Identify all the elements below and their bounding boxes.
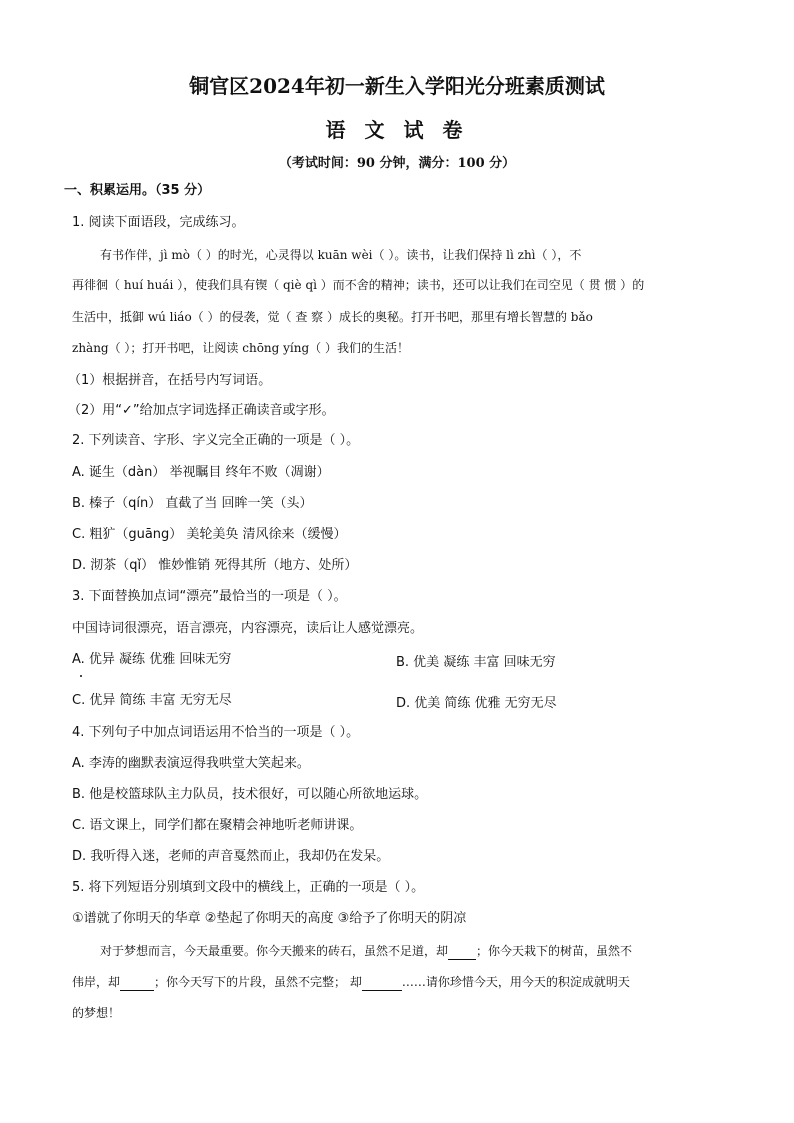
q1-sub-1: （1）根据拼音，在括号内写词语。 [68, 373, 272, 388]
answer-blank-1[interactable] [448, 947, 476, 960]
q5-passage-text: ……请你珍惜今天，用今天的积淀成就明天 [401, 975, 630, 989]
q2-option-c: C. 粗犷（guāng） 美轮美奂 清风徐来（缓慢） [72, 527, 347, 542]
q1-passage-line-1: 有书作伴，jì mò（ ）的时光，心灵得以 kuān wèi（ ）。读书，让我们保持 lì zhì（ ），不 [100, 248, 582, 262]
q5-stem: 5. 将下列短语分别填到文段中的横线上，正确的一项是（ ）。 [72, 880, 425, 895]
q3-option-b: B. 优美 凝练 丰富 回味无穷 [396, 655, 556, 670]
exam-info: （考试时间：90 分钟，满分：100 分） [278, 156, 516, 171]
q3-option-c: C. 优异 简练 丰富 无穷无尽 [72, 693, 232, 708]
q2-stem: 2. 下列读音、字形、字义完全正确的一项是（ ）。 [72, 433, 360, 448]
q2-option-d: D. 沏茶（qǐ） 惟妙惟销 死得其所（地方、处所） [72, 558, 358, 573]
q5-passage-text: 对于梦想而言，今天最重要。你今天搬来的砖石，虽然不足道，却 [100, 944, 449, 958]
q5-passage-text: ；你今天栽下的树苗，虽然不 [476, 944, 633, 958]
q4-option-b: B. 他是校篮球队主力队员，技术很好，可以随心所欲地运球。 [72, 787, 428, 802]
subject-title: 语 文 试 卷 [325, 118, 469, 142]
q3-sentence: 中国诗词很漂亮，语言漂亮，内容漂亮，读后让人感觉漂亮。 [72, 621, 424, 636]
q5-passage-text: ；你今天写下的片段，虽然不完整； 却 [154, 975, 362, 989]
q1-stem: 1. 阅读下面语段，完成练习。 [72, 215, 245, 230]
exam-title: 铜官区2024年初一新生入学阳光分班素质测试 [189, 74, 605, 98]
q2-option-b: B. 榛子（qín） 直截了当 回眸一笑（头） [72, 496, 313, 511]
q4-stem: 4. 下列句子中加点词语运用不恰当的一项是（ ）。 [72, 725, 360, 740]
q5-passage-line-3: 的梦想！ [72, 1006, 121, 1020]
q1-sub-2: （2）用“✓”给加点字词选择正确读音或字形。 [68, 403, 335, 418]
q5-passage-text: 伟岸，却 [72, 975, 121, 989]
q4-option-a: A. 李涛的幽默表演逗得我哄堂大笑起来。 [72, 756, 310, 771]
q3-option-d: D. 优美 简练 优雅 无穷无尽 [396, 696, 557, 711]
q1-passage-line-4: zhàng（ ）；打开书吧，让阅读 chōng yíng（ ）我们的生活！ [72, 341, 409, 355]
section-heading: 一、积累运用。（35 分） [64, 183, 211, 198]
emphasis-dot [80, 675, 82, 677]
q4-option-c: C. 语文课上，同学们都在聚精会神地听老师讲课。 [72, 818, 363, 833]
q3-option-a: A. 优异 凝练 优雅 回味无穷 [72, 652, 232, 667]
q5-passage-line-1 [100, 942, 750, 960]
q3-stem: 3. 下面替换加点词“漂亮”最恰当的一项是（ ）。 [72, 589, 347, 604]
q1-passage-line-2: 再徘徊（ huí huái ），使我们具有锲（ qiè qì ）而不舍的精神；读书，还可以让我们在司空见（ 贯 惯 ）的 [72, 278, 645, 292]
answer-blank-2[interactable] [120, 978, 154, 991]
answer-blank-3[interactable] [362, 978, 402, 991]
q1-passage-line-3: 生活中，抵御 wú liáo（ ）的侵袭，觉（ 查 察 ）成长的奥秘。打开书吧，那里有增长智慧的 bǎo [72, 310, 593, 324]
q2-option-a: A. 诞生（dàn） 举视瞩目 终年不败（凋谢） [72, 465, 330, 480]
q5-phrases: ①谱就了你明天的华章 ②垫起了你明天的高度 ③给予了你明天的阴凉 [72, 911, 467, 926]
q4-option-d: D. 我听得入迷，老师的声音戛然而止，我却仍在发呆。 [72, 849, 390, 864]
q5-passage-line-2 [72, 973, 722, 991]
